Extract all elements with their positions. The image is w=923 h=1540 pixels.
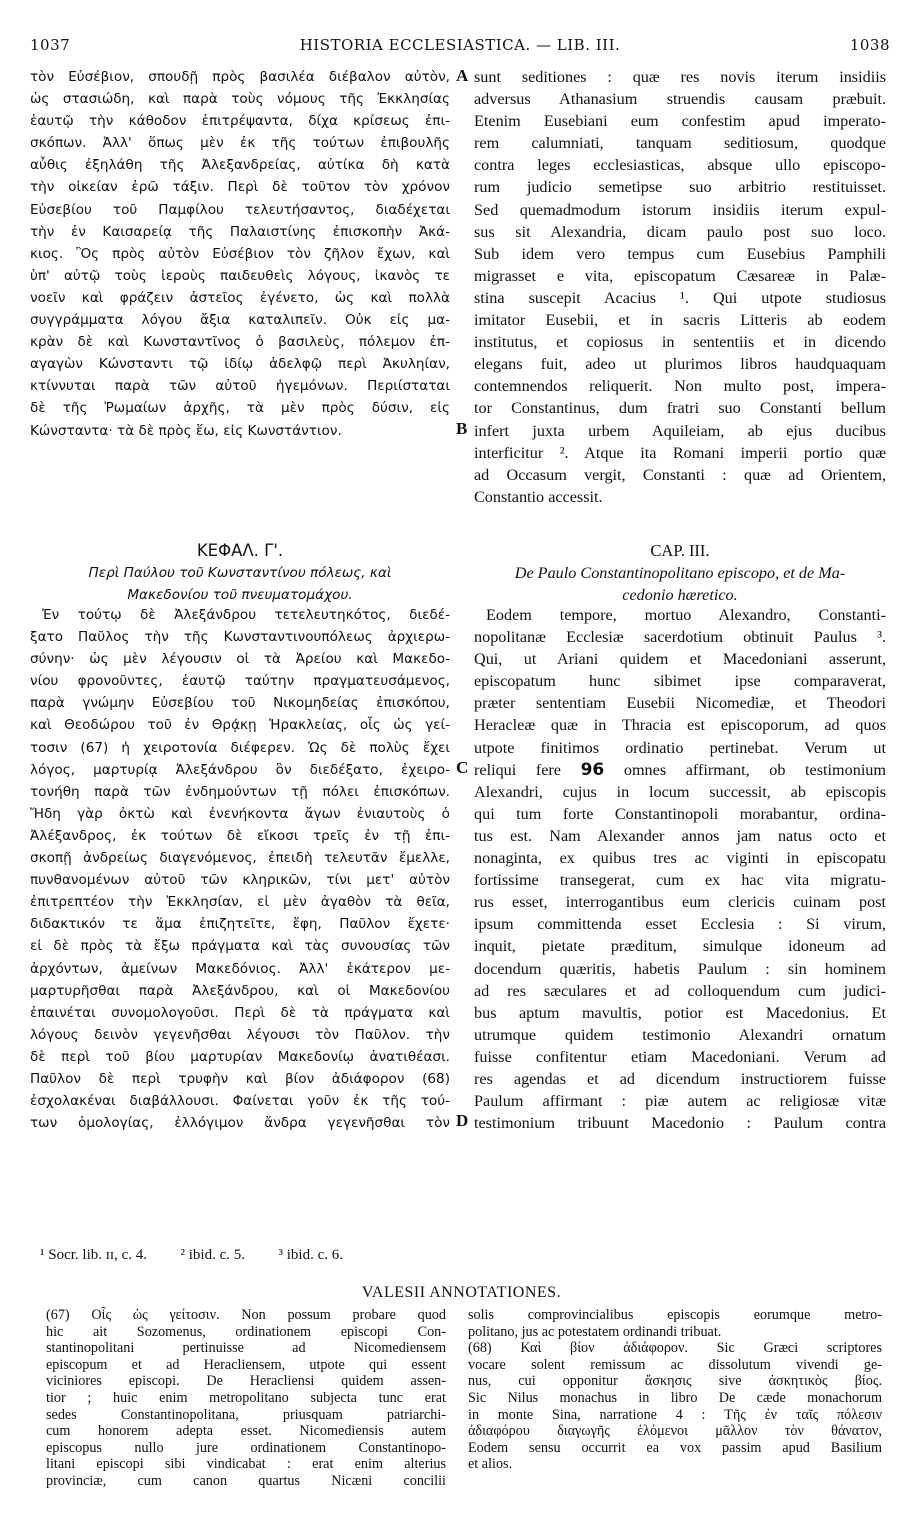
text-line: Heracleæ quæ in Thracia est episcoporum, ad quos: [474, 716, 886, 735]
text-line: institutus, et copiosus in sententiis et in dicendo: [474, 333, 886, 352]
text-line: των ὁμολογίας, ἐλλόγιμον ἄνδρα γεγενῆσθαι τὸν: [30, 1115, 450, 1132]
greek-column-bottom: [30, 604, 450, 1134]
text-line: Κώνσταντα· τὰ δὲ πρὸς ἕω, εἰς Κωνστάντιον.: [30, 422, 342, 439]
note-line: episcopum et ad Heracliensem, utpote qui essent: [46, 1356, 446, 1373]
text-line: rus esset, interrogantibus eum clericis cuinam post: [474, 893, 886, 912]
note-line: ἀδιαφόρου διαγωγῆς ἑλόμενοι μᾶλλον τὸν θάνατον,: [468, 1423, 882, 1440]
text-line: ad res sæculares et ad colloquendum cum judici-: [474, 981, 886, 1000]
text-line: συγγράμματα λόγου ἄξια καταλιπεῖν. Οὐκ εἰς μα-: [30, 312, 450, 329]
text-line: Παῦλον δὲ περὶ τρυφὴν καὶ βίον ἀδιάφορον (68): [30, 1070, 450, 1087]
note-line: tior ; huic enim metropolitano subjecta tunc erat: [46, 1389, 446, 1406]
text-line: σκοπῇ ἀνδρείως διαγενόμενος, ἐπειδὴ τελευτᾶν ἔμελλε,: [30, 850, 450, 867]
text-line: εἰ δὲ πρὸς τὰ ἔξω πράγματα καὶ τὰς συνουσίας τῶν: [30, 938, 450, 955]
text-line: κτίννυται παρὰ τῶν αὐτοῦ ἡγεμόνων. Περιίσταται: [30, 378, 450, 395]
text-line: ὡς στασιώδη, καὶ παρὰ τοὺς νόμους τῆς Ἐκκλησίας: [30, 91, 450, 108]
page-number-right: 1038: [849, 36, 890, 54]
text-fragment: reliqui fere: [474, 760, 561, 779]
note-line: episcopus nullo jure ordinationem Constantinopo-: [46, 1439, 446, 1456]
margin-letter-a: A: [456, 66, 469, 85]
text-line: νίου φρονοῦντες, ἑαυτῷ ταύτην πραγματευσάμενος,: [30, 673, 450, 690]
margin-letter-c: C: [456, 758, 469, 777]
margin-letter-d: D: [456, 1111, 469, 1130]
note-line: litani episcopi sibi vindicabat : erat enim alterius: [46, 1456, 446, 1473]
text-line: imitator Eusebii, et in sacris Litteris ab eodem: [474, 311, 886, 330]
text-line: λόγος, μαρτυρίᾳ Ἀλεξάνδρου ὃν διεδέξατο, ἐχειρο-: [30, 761, 450, 778]
text-line: stina suscepit Acacius ¹. Qui utpote studiosus: [474, 288, 886, 307]
note-line: solis comprovincialibus episcopis eorumque metro-: [468, 1307, 882, 1323]
annotations-title: VALESII ANNOTATIONES.: [361, 1284, 562, 1301]
text-line: ἐπιτρεπτέον τὴν Ἐκκλησίαν, εἰ μὲν ἀγαθὸν τὰ θεῖα,: [30, 894, 450, 911]
text-line: rem calumniati, tanquam seditiosum, quodque: [474, 134, 886, 153]
note-line: nus, cui opponitur ἄσκησις sive ἀσκητικὸς βίος.: [468, 1373, 882, 1390]
text-line: præter sententiam Eusebii Nicomediæ, et Theodori: [474, 694, 886, 713]
latin-chapter-subtitle: De Paulo Constantinopolitano episcopo, et de Ma-: [514, 564, 846, 583]
text-line: ad Occasum vergit, Constanti : quæ ad Orientem,: [474, 465, 886, 484]
text-line: [474, 759, 886, 781]
text-line: διδακτικόν τε ἅμα ἐπιζητεῖτε, ἔφη, Παῦλον ἔχετε·: [30, 916, 450, 933]
note-line: politano, jus ac potestatem ordinandi tribuat.: [468, 1323, 722, 1340]
running-title: HISTORIA ECCLESIASTICA. — LIB. III.: [299, 36, 621, 54]
text-line: μαρτυρῆσθαι παρὰ Ἀλεξάνδρου, καὶ οἱ Μακεδονίου: [30, 982, 450, 999]
text-line: adversus Athanasium struendis causam præbuit.: [474, 90, 886, 109]
text-line: ὑπ' αὐτῷ τοὺς ἱεροὺς παιδευθεὶς λόγους, ἱκανὸς τε: [30, 267, 450, 284]
text-line: elegans fuit, adeo ut plurimos libros haudquaquam: [474, 355, 886, 374]
text-line: δὲ περὶ τοῦ βίου μαρτυρίαν Μακεδονίῳ ἀνατιθέασι.: [30, 1048, 450, 1065]
note-line: (67) Οἷς ὡς γείτοσιν. Non possum probare quod: [46, 1307, 446, 1323]
text-line: interficitur ². Atque ita Romani imperii portio quæ: [474, 443, 886, 462]
note-line: sedes Constantinopolitana, priusquam patriarchi-: [46, 1406, 446, 1423]
greek-chapter-subtitle: Μακεδονίου τοῦ πνευματομάχου.: [127, 587, 353, 604]
text-line: αγαγὼν Κώνσταντι τῷ ἰδίῳ ἀδελφῷ περὶ Ἀκυληίαν,: [30, 356, 450, 373]
text-line: contemnendos reliquerit. Non multo post, impera-: [474, 377, 886, 396]
note-line: hic ait Sozomenus, ordinationem episcopi Con-: [46, 1323, 446, 1340]
note-line: vocare solent remissum ac dissolutum vivendi ge-: [468, 1356, 882, 1373]
text-line: bus aptum mavultis, potior est Macedonius. Et: [474, 1003, 886, 1022]
text-line: σκόπων. Ἀλλ' ὅπως μὲν ἐκ τῆς τούτων ἐπιβουλῆς: [30, 135, 450, 152]
text-line: rum judicio semetipse suo arbitrio restituisset.: [474, 178, 886, 197]
text-line: infert juxta urbem Aquileiam, ab ejus ducibus: [474, 421, 886, 440]
page-number-left: 1037: [30, 36, 71, 54]
text-line: Etenim Eusebiani eum confestim apud imperato-: [474, 112, 886, 131]
greek-chapter-title: ΚΕΦΑΛ. Γ'.: [196, 541, 284, 560]
note-line: provinciæ, cum canon quartus Nicæni concilii: [46, 1472, 446, 1489]
text-line: σύνην· ὡς μὲν λέγουσιν οἱ τὰ Ἀρείου καὶ Μακεδο-: [30, 651, 450, 668]
text-line: Qui, ut Ariani quidem et Macedoniani asserunt,: [474, 650, 886, 669]
text-line: Constantio accessit.: [474, 487, 603, 506]
page-header: [30, 36, 890, 62]
note-line: in monte Sina, narratione 4 : Τῆς ἐν ταῖς πόλεσιν: [468, 1406, 882, 1423]
footnotes: [40, 1247, 343, 1264]
text-line: migrasset e vita, episcopatum Cæsareæ in Palæ-: [474, 266, 886, 285]
text-line: κιος. Ὃς πρὸς αὐτὸν Εὐσέβιον τὸν ζῆλον ἔχων, καὶ: [30, 245, 450, 262]
text-line: τὸν Εὐσέβιον, σπουδῇ πρὸς βασιλέα διέβαλον αὐτὸν,: [30, 69, 450, 85]
note-line: Sic Nilus monachus in libro De cæde monachorum: [468, 1389, 882, 1406]
text-line: ἐπαινέται συνομολογοῦσι. Περὶ δὲ τὰ πράγματα καὶ: [30, 1004, 450, 1021]
text-line: qui tum forte Constantinopoli morabantur, ordina-: [474, 804, 886, 823]
text-line: nopolitanæ Ecclesiæ sacerdotium obtinuit Paulus ³.: [474, 628, 886, 647]
text-line: ipsum committenda esset Ecclesia : Si virum,: [474, 915, 886, 934]
text-line: καὶ Θεοδώρου τοῦ ἐν Θρᾴκῃ Ἡρακλείας, οἷς ὡς γεί-: [30, 717, 450, 734]
note-line: Eodem sensu occurrit ea vox passim apud Basilium: [468, 1439, 882, 1456]
text-line: fuisse confitentur etiam Macedoniani. Verum ad: [474, 1047, 886, 1066]
text-line: τὴν οἰκείαν ἐρῶ τάξιν. Περὶ δὲ τοῦτον τὸν χρόνον: [30, 179, 450, 196]
text-line: πυνθανομένων αὐτοῦ τῶν κληρικῶν, τίνι μετ' αὐτὸν: [30, 872, 450, 889]
text-line: τοσιν (67) ἡ χειροτονία διέφερεν. Ὡς δὲ πολὺς ἔχει: [30, 739, 450, 756]
note-line: cum honorem adepta esset. Nicomediensis autem: [46, 1423, 446, 1440]
text-line: ἀρχόντων, ἀμείνων Μακεδόνιος. Ἀλλ' ἑκάτερον με-: [30, 960, 450, 977]
note-line: viciniores episcopi. De Heracliensi quidem assen-: [46, 1373, 446, 1390]
text-line: τονήθη παρὰ τῶν ἐνδημούντων τῇ πόλει ἐπισκόπων.: [30, 783, 450, 800]
margin-letter-b: B: [456, 419, 468, 438]
text-line: utpote finitimos ordinatio pertinebat. Verum ut: [474, 738, 886, 757]
text-line: fortissime transegerat, cum ex hac vita migratu-: [474, 871, 886, 890]
latin-column-bottom: [474, 604, 886, 1134]
text-fragment: omnes affirmant, ob testimonium: [623, 760, 886, 779]
text-line: nonaginta, ex quibus tres ac viginti in episcopatu: [474, 849, 886, 868]
footnote-3: ³ ibid. c. 6.: [278, 1247, 343, 1263]
text-line: Sed quemadmodum istorum insidiis iterum expul-: [474, 200, 886, 219]
note-line: et alios.: [468, 1456, 513, 1473]
text-line: tor Constantinus, dum fratri suo Constanti bellum: [474, 399, 886, 418]
latin-chapter-heading: [474, 540, 886, 606]
annotations-left-column: [46, 1307, 446, 1490]
text-line: παρὰ γνώμην Εὐσεβίου τοῦ Νικομηδείας ἐπισκόπου,: [30, 695, 450, 712]
text-line: utrumque quidem testimonio Alexandri ornatum: [474, 1025, 886, 1044]
text-line: αὖθις ἐξηλάθη τῆς Ἀλεξανδρείας, αὐτίκα δὴ κατὰ: [30, 157, 450, 174]
text-line: κρὰν δὲ καὶ Κωνσταντῖνος ὁ βασιλεὺς, πόλεμον ἐπ-: [30, 334, 450, 351]
text-line: Alexandri, cujus in locum successit, ab episcopis: [474, 782, 886, 801]
footnote-1: ¹ Socr. lib. ɪɪ, c. 4.: [40, 1247, 147, 1263]
footnote-2: ² ibid. c. 5.: [180, 1247, 245, 1263]
text-line: δὲ τῆς Ῥωμαίων ἀρχῆς, τὰ μὲν πρὸς δύσιν, εἰς: [30, 400, 450, 417]
text-line: testimonium tribuunt Macedonio : Paulum contra: [474, 1114, 886, 1133]
greek-chapter-heading: [30, 540, 450, 606]
text-line: docendum quæritis, habetis Paulum : sin hominem: [474, 959, 886, 978]
text-line: sunt seditiones : quæ res novis iterum insidiis: [474, 68, 886, 86]
latin-chapter-title: CAP. III.: [650, 541, 710, 560]
text-line: Paulum affirmant : piæ autem ac religiosæ vitæ: [474, 1092, 886, 1111]
latin-chapter-subtitle: cedonio hæretico.: [622, 586, 738, 605]
text-line: τὴν ἐν Καισαρείᾳ τῆς Παλαιστίνης ἐπισκοπὴν Ἀκά-: [30, 223, 450, 240]
text-line: ξατο Παῦλος τὴν τῆς Κωνσταντινουπόλεως ἀρχιερω-: [30, 629, 450, 646]
text-line: Sub idem vero tempus cum Eusebius Pamphili: [474, 244, 886, 263]
text-line: ἑαυτῷ τὴν κάθοδον ἐπιτρέψαντα, δίχα κρίσεως ἐπι-: [30, 113, 450, 130]
text-line: νοεῖν καὶ φράζειν ἀστεῖος ἐγένετο, ὡς καὶ πολλὰ: [30, 289, 450, 306]
note-line: stantinopolitani pertinuisse ad Nicomediensem: [46, 1340, 446, 1357]
annotations-right-column: [468, 1307, 882, 1473]
text-line: Εὐσεβίου τοῦ Παμφίλου τελευτήσαντος, διαδέχεται: [30, 201, 450, 218]
text-line: ἐσχολακέναι διαβάλλουσι. Φαίνεται γοῦν ἐκ τῆς τού-: [30, 1093, 450, 1110]
latin-column-top: [474, 66, 886, 508]
column-number: 96: [580, 759, 605, 780]
text-line: sus sit Alexandria, dicam paulo post suo loco.: [474, 222, 886, 241]
greek-column-top: [30, 66, 450, 442]
greek-chapter-subtitle: Περὶ Παύλου τοῦ Κωνσταντίνου πόλεως, καὶ: [88, 565, 392, 582]
note-line: (68) Καὶ βίον ἀδιάφορον. Sic Græci scriptores: [468, 1340, 882, 1357]
text-line: λόγους δεινὸν γεγενῆσθαι λέγουσι τὸν Παῦλον. τὴν: [30, 1026, 450, 1043]
text-line: tus est. Nam Alexander annos jam natus octo et: [474, 826, 886, 845]
text-line: contra leges ecclesiasticas, absque ullo episcopo-: [474, 156, 886, 175]
text-line: Ἐν τούτῳ δὲ Ἀλεξάνδρου τετελευτηκότος, διεδέ-: [42, 607, 450, 623]
text-line: res agendas et ad dicendum instructiorem fuisse: [474, 1069, 886, 1088]
text-line: episcopatum hunc sibimet ipse comparaverat,: [474, 672, 886, 691]
text-line: inquit, pietate præditum, simulque idoneum ad: [474, 937, 886, 956]
text-line: Ἀλέξανδρος, ἐκ τούτων δὲ εἴκοσι τρεῖς ἐν τῇ ἐπι-: [30, 827, 450, 844]
text-line: Eodem tempore, mortuo Alexandro, Constanti-: [486, 606, 886, 624]
text-line: Ἤδη γὰρ ὀκτὼ καὶ ἐνενήκοντα ἄγων ἐνιαυτοὺς ὁ: [30, 805, 450, 822]
